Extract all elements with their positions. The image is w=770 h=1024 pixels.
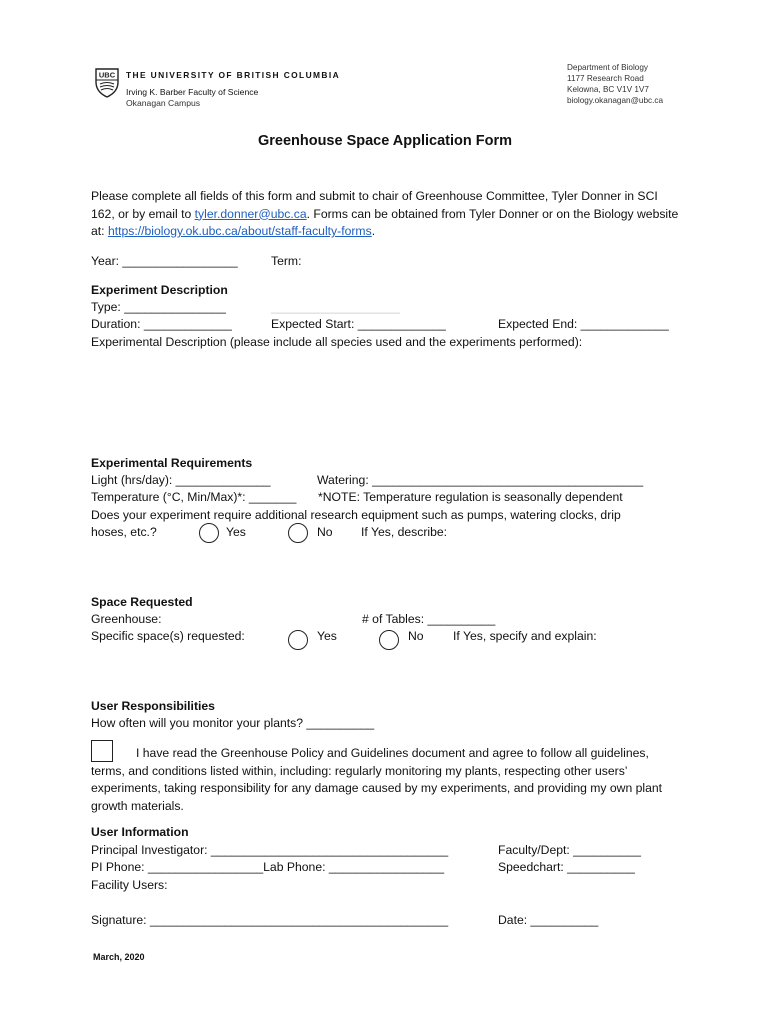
equipment-describe-label: If Yes, describe: bbox=[361, 525, 448, 539]
department-name: Department of Biology bbox=[567, 63, 649, 72]
requirements-heading: Experimental Requirements bbox=[91, 456, 253, 470]
specific-space-yes-radio[interactable] bbox=[288, 630, 308, 650]
signature-field[interactable]: Signature: ____________________________________________ bbox=[91, 913, 449, 927]
campus-name: Okanagan Campus bbox=[126, 98, 201, 108]
faculty-dept-field[interactable]: Faculty/Dept: __________ bbox=[498, 843, 641, 857]
light-field[interactable]: Light (hrs/day): ______________ bbox=[91, 473, 271, 487]
faculty-name: Irving K. Barber Faculty of Science bbox=[126, 87, 259, 97]
agreement-text: I have read the Greenhouse Policy and Guidelines document and agree to follow all guidelines, terms, and conditions listed within, including: regularly monitoring my plants, respecting other users’ experiments, taking responsibility for any damage caused by my experiments, and providing my own plant growth materials. bbox=[91, 746, 663, 813]
speedchart-field[interactable]: Speedchart: __________ bbox=[498, 860, 635, 874]
intro-text-2: . Forms can be obtained from Tyler Donner or on the Biology website at: bbox=[91, 206, 679, 238]
equipment-question-cont: hoses, etc.? bbox=[91, 525, 157, 539]
type-field[interactable]: Type: _______________ bbox=[91, 300, 226, 314]
user-info-heading: User Information bbox=[91, 825, 189, 839]
experiment-heading: Experiment Description bbox=[91, 283, 228, 297]
website-link[interactable]: https://biology.ok.ubc.ca/about/staff-faculty-forms bbox=[107, 224, 372, 238]
type-faint-line: ___________________ bbox=[271, 300, 400, 314]
phone-fields[interactable]: PI Phone: _________________Lab Phone: _________________ bbox=[91, 860, 445, 874]
year-field[interactable]: Year: _________________ bbox=[91, 254, 238, 268]
responsibilities-heading: User Responsibilities bbox=[91, 699, 215, 713]
space-heading: Space Requested bbox=[91, 595, 193, 609]
specific-space-explain-label: If Yes, specify and explain: bbox=[453, 629, 597, 643]
department-street: 1177 Research Road bbox=[567, 74, 644, 83]
university-name: THE UNIVERSITY OF BRITISH COLUMBIA bbox=[126, 70, 341, 80]
specific-space-yes-label: Yes bbox=[317, 629, 337, 643]
intro-text-3: . bbox=[371, 224, 376, 238]
department-city: Kelowna, BC V1V 1V7 bbox=[567, 85, 649, 94]
temperature-note: *NOTE: Temperature regulation is seasonally dependent bbox=[318, 490, 623, 504]
specific-space-label: Specific space(s) requested: bbox=[91, 629, 245, 643]
date-field[interactable]: Date: __________ bbox=[498, 913, 599, 927]
intro-paragraph bbox=[91, 188, 681, 241]
intro-text-1: Please complete all fields of this form and submit to chair of Greenhouse Committee, Tyler Donner in SCI 162, or by email to bbox=[91, 189, 658, 221]
crest-text: UBC bbox=[98, 70, 116, 80]
ubc-crest-icon bbox=[95, 68, 119, 98]
duration-field[interactable]: Duration: _____________ bbox=[91, 317, 232, 331]
monitor-field[interactable]: How often will you monitor your plants? __________ bbox=[91, 716, 375, 730]
temperature-field[interactable]: Temperature (°C, Min/Max)*: _______ bbox=[91, 490, 297, 504]
equipment-no-label: No bbox=[317, 525, 333, 539]
expected-start-field[interactable]: Expected Start: _____________ bbox=[271, 317, 446, 331]
principal-investigator-field[interactable]: Principal Investigator: ___________________________________ bbox=[91, 843, 449, 857]
facility-users-field[interactable]: Facility Users: bbox=[91, 878, 168, 892]
equipment-no-radio[interactable] bbox=[288, 523, 308, 543]
greenhouse-field[interactable]: Greenhouse: bbox=[91, 612, 162, 626]
expected-end-field[interactable]: Expected End: _____________ bbox=[498, 317, 669, 331]
term-field[interactable]: Term: bbox=[271, 254, 302, 268]
department-email: biology.okanagan@ubc.ca bbox=[567, 96, 664, 105]
equipment-yes-radio[interactable] bbox=[199, 523, 219, 543]
specific-space-no-radio[interactable] bbox=[379, 630, 399, 650]
experimental-description-field[interactable]: Experimental Description (please include all species used and the experiments performed): bbox=[91, 335, 583, 349]
tables-field[interactable]: # of Tables: __________ bbox=[362, 612, 496, 626]
footer-date: March, 2020 bbox=[93, 952, 145, 962]
specific-space-no-label: No bbox=[408, 629, 424, 643]
equipment-yes-label: Yes bbox=[226, 525, 246, 539]
equipment-question: Does your experiment require additional research equipment such as pumps, watering clocks, drip bbox=[91, 508, 621, 522]
watering-field[interactable]: Watering: ________________________________________ bbox=[317, 473, 644, 487]
page-title: Greenhouse Space Application Form bbox=[257, 133, 513, 149]
email-link[interactable]: tyler.donner@ubc.ca bbox=[194, 206, 307, 221]
